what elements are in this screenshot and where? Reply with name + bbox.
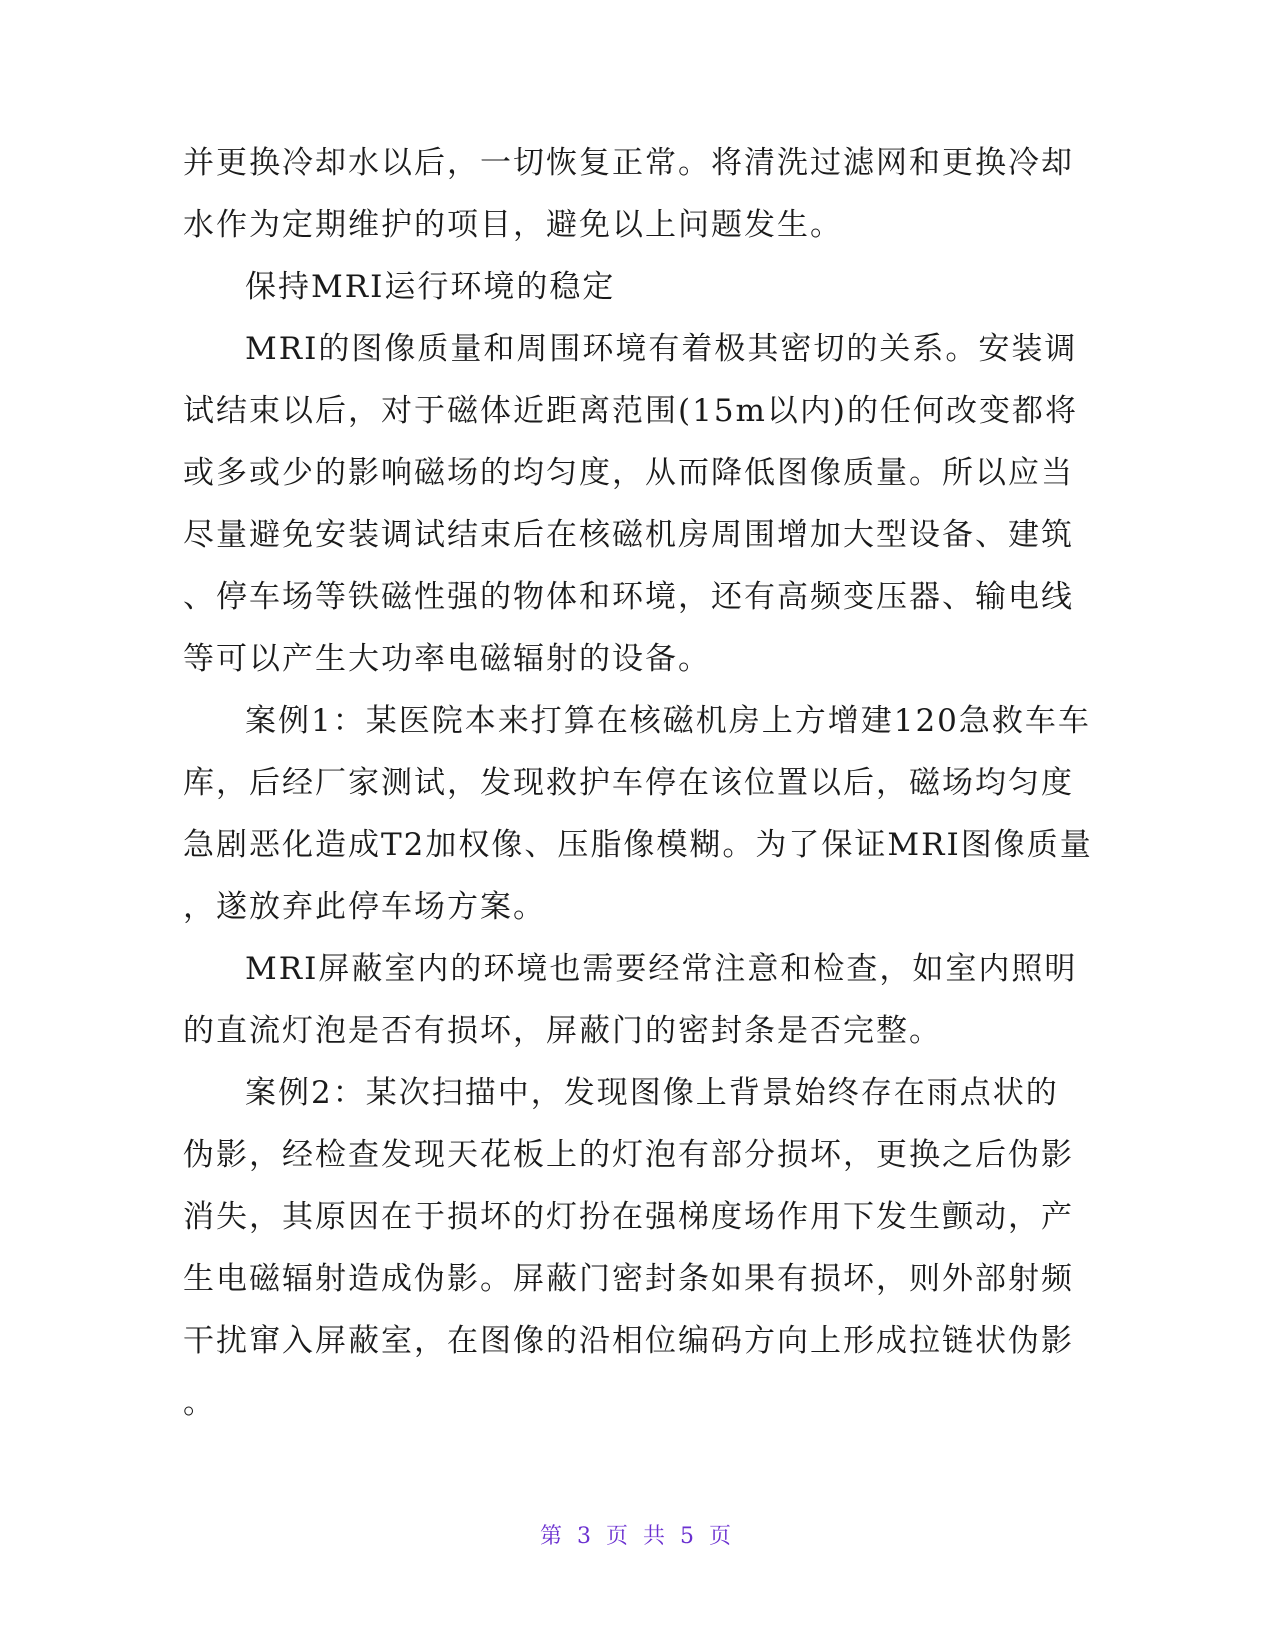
text-line: 库，后经厂家测试，发现救护车停在该位置以后，磁场均匀度 xyxy=(183,765,1074,801)
text-line: 并更换冷却水以后，一切恢复正常。将清洗过滤网和更换冷却 xyxy=(183,145,1074,181)
text-line: 尽量避免安装调试结束后在核磁机房周围增加大型设备、建筑 xyxy=(183,517,1074,553)
text-line: 案例1：某医院本来打算在核磁机房上方增建120急救车车 xyxy=(245,703,1091,739)
text-line: 、停车场等铁磁性强的物体和环境，还有高频变压器、输电线 xyxy=(183,579,1074,615)
text-line: 干扰窜入屏蔽室，在图像的沿相位编码方向上形成拉链状伪影 xyxy=(183,1323,1074,1359)
text-line: 消失，其原因在于损坏的灯扮在强梯度场作用下发生颤动，产 xyxy=(183,1199,1074,1235)
text-line: 生电磁辐射造成伪影。屏蔽门密封条如果有损坏，则外部射频 xyxy=(183,1261,1074,1297)
text-line: 试结束以后，对于磁体近距离范围(15m以内)的任何改变都将 xyxy=(183,393,1079,429)
page-number-footer: 第 3 页 共 5 页 xyxy=(540,1524,735,1549)
text-line: MRI的图像质量和周围环境有着极其密切的关系。安装调 xyxy=(245,331,1078,367)
section-heading: 保持MRI运行环境的稳定 xyxy=(245,269,616,305)
text-line: 或多或少的影响磁场的均匀度，从而降低图像质量。所以应当 xyxy=(183,455,1074,491)
document-body xyxy=(183,132,1093,1434)
text-line: 水作为定期维护的项目，避免以上问题发生。 xyxy=(183,207,843,243)
text-line: 等可以产生大功率电磁辐射的设备。 xyxy=(183,641,711,677)
text-line: ，遂放弃此停车场方案。 xyxy=(183,889,546,925)
text-line: 的直流灯泡是否有损坏，屏蔽门的密封条是否完整。 xyxy=(183,1013,942,1049)
text-line: MRI屏蔽室内的环境也需要经常注意和检查，如室内照明 xyxy=(245,951,1078,987)
text-line: 。 xyxy=(183,1385,216,1421)
text-line: 伪影，经检查发现天花板上的灯泡有部分损坏，更换之后伪影 xyxy=(183,1137,1074,1173)
text-line: 急剧恶化造成T2加权像、压脂像模糊。为了保证MRI图像质量 xyxy=(183,827,1093,863)
text-line: 案例2：某次扫描中，发现图像上背景始终存在雨点状的 xyxy=(245,1075,1059,1111)
